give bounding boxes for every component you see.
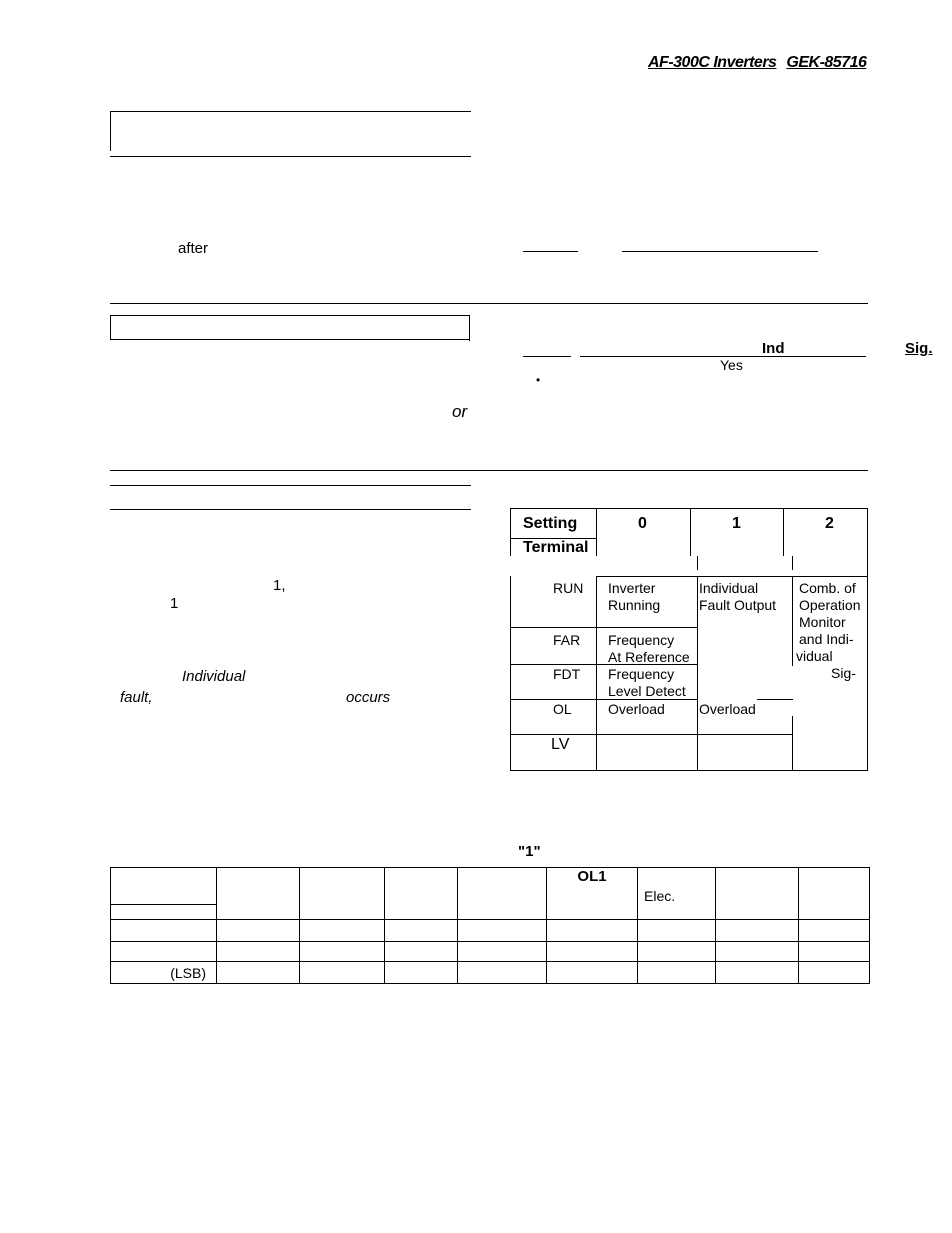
table-cell bbox=[217, 868, 300, 920]
left-box-3-top-rule bbox=[110, 485, 471, 486]
table-cell bbox=[385, 962, 458, 984]
table-cell bbox=[385, 920, 458, 942]
tbl-col2-line6: Sig- bbox=[831, 665, 856, 681]
table-cell bbox=[111, 868, 217, 920]
tbl-body-col-c-upper bbox=[792, 576, 793, 666]
tbl-run-c0-line2: Running bbox=[608, 597, 661, 613]
right-underline-2 bbox=[622, 251, 818, 252]
tbl-fdt-c0-line2: Level Detect bbox=[608, 683, 686, 699]
table-row bbox=[111, 868, 870, 920]
text-one: 1 bbox=[170, 595, 179, 612]
tbl-fdt-c0-line1: Frequency bbox=[608, 666, 675, 682]
tbl-tick-2 bbox=[792, 556, 793, 570]
table-cell bbox=[547, 920, 638, 942]
header-title-doc-number: GEK-85716 bbox=[786, 54, 867, 71]
table-cell bbox=[716, 962, 799, 984]
table-cell bbox=[111, 920, 217, 942]
tbl-col2-line3: Monitor bbox=[799, 614, 846, 630]
left-box-2-right-edge bbox=[469, 315, 470, 341]
table-cell bbox=[716, 942, 799, 962]
ol1-label: OL1 bbox=[577, 868, 607, 885]
tbl-col2-line5: vidual bbox=[796, 648, 833, 664]
tbl-body-col-c-lower bbox=[792, 716, 793, 770]
tbl-terminal-ol: OL bbox=[553, 701, 572, 717]
header-title-product: AF-300C Inverters bbox=[648, 54, 777, 71]
tbl-col1-line2: Fault Output bbox=[699, 597, 777, 613]
word-individual: Individual bbox=[182, 668, 246, 685]
table-cell bbox=[799, 868, 870, 920]
tbl-header-col2: 2 bbox=[825, 515, 834, 532]
word-after: after bbox=[178, 240, 209, 257]
word-or: or bbox=[452, 402, 468, 421]
tbl-header-col0: 0 bbox=[638, 515, 647, 532]
word-yes: Yes bbox=[720, 357, 743, 373]
table-cell bbox=[300, 942, 385, 962]
table-cell bbox=[799, 962, 870, 984]
table-cell bbox=[111, 962, 217, 984]
tbl-col-a-hdr bbox=[596, 508, 597, 556]
tbl-right bbox=[867, 508, 868, 770]
tbl-tick-1 bbox=[697, 556, 698, 570]
tbl-terminal-far: FAR bbox=[553, 632, 581, 648]
table-cell bbox=[547, 868, 638, 920]
right-underline-1 bbox=[523, 251, 578, 252]
table-cell bbox=[547, 942, 638, 962]
tbl-header-bottom bbox=[596, 576, 868, 577]
table-cell bbox=[458, 942, 547, 962]
table-cell bbox=[638, 942, 716, 962]
table-row bbox=[111, 942, 870, 962]
table-cell bbox=[458, 920, 547, 942]
table-cell bbox=[716, 868, 799, 920]
table-cell bbox=[217, 942, 300, 962]
tbl-row-div-3b bbox=[757, 699, 793, 700]
bits-table-caption: "1" bbox=[518, 843, 541, 860]
tbl-col2-line1: Comb. of bbox=[799, 580, 856, 596]
tbl-run-c0-line1: Inverter bbox=[608, 580, 656, 596]
table-cell bbox=[385, 942, 458, 962]
lsb-label: (LSB) bbox=[170, 964, 206, 981]
right-underline-3 bbox=[523, 356, 571, 357]
table-cell bbox=[385, 868, 458, 920]
table-cell bbox=[638, 920, 716, 942]
table-row bbox=[111, 920, 870, 942]
left-box-1-left-edge bbox=[110, 111, 111, 151]
left-box-3-bottom-rule bbox=[110, 509, 471, 510]
bits-table bbox=[110, 867, 870, 984]
section-divider-1 bbox=[110, 303, 868, 304]
table-cell bbox=[638, 868, 716, 920]
table-cell bbox=[300, 920, 385, 942]
cell-inner-rule bbox=[111, 904, 216, 905]
tbl-header-terminal: Terminal bbox=[523, 539, 589, 556]
tbl-row-div-4 bbox=[510, 734, 792, 735]
tbl-ol-c0: Overload bbox=[608, 701, 665, 717]
elec-label: Elec. bbox=[644, 888, 676, 904]
word-fault: fault, bbox=[120, 689, 153, 706]
table-cell bbox=[547, 962, 638, 984]
tbl-row-div-1 bbox=[510, 627, 697, 628]
table-cell bbox=[300, 962, 385, 984]
tbl-bottom bbox=[510, 770, 868, 771]
table-cell bbox=[799, 920, 870, 942]
tbl-top bbox=[510, 508, 868, 509]
tbl-header-setting: Setting bbox=[523, 515, 578, 532]
tbl-far-c0-line2: At Reference bbox=[608, 649, 690, 665]
text-one-comma: 1, bbox=[273, 577, 286, 594]
table-cell bbox=[458, 868, 547, 920]
table-cell bbox=[217, 920, 300, 942]
header-title bbox=[648, 54, 866, 72]
table-cell bbox=[300, 868, 385, 920]
tbl-header-col1: 1 bbox=[732, 515, 741, 532]
table-cell bbox=[716, 920, 799, 942]
tbl-col1-line1: Individual bbox=[699, 580, 759, 596]
table-cell bbox=[111, 942, 217, 962]
table-cell bbox=[217, 962, 300, 984]
table-cell bbox=[638, 962, 716, 984]
tbl-terminal-lv: LV bbox=[551, 736, 570, 753]
tbl-body-col-b bbox=[697, 576, 698, 770]
bullet-mark: • bbox=[536, 373, 541, 387]
left-box-1-top-rule bbox=[110, 111, 471, 112]
tbl-body-col-a bbox=[596, 576, 597, 770]
left-box-2-top-rule bbox=[110, 315, 470, 316]
tbl-col-c-hdr bbox=[783, 508, 784, 556]
word-sig: Sig. bbox=[905, 340, 933, 357]
table-cell bbox=[799, 942, 870, 962]
word-occurs: occurs bbox=[346, 689, 391, 706]
tbl-body-left bbox=[510, 576, 511, 770]
tbl-terminal-fdt: FDT bbox=[553, 666, 581, 682]
tbl-col1-ol: Overload bbox=[699, 701, 756, 717]
table-row bbox=[111, 962, 870, 984]
tbl-col2-line2: Operation bbox=[799, 597, 861, 613]
section-divider-2 bbox=[110, 470, 868, 471]
word-ind: Ind bbox=[762, 340, 785, 357]
left-box-2-left-edge bbox=[110, 315, 111, 339]
tbl-left-hdr bbox=[510, 508, 511, 556]
tbl-col2-line4: and Indi- bbox=[799, 631, 854, 647]
left-box-2-bottom-rule bbox=[110, 339, 470, 340]
tbl-terminal-run: RUN bbox=[553, 580, 584, 596]
tbl-col-b-hdr bbox=[690, 508, 691, 556]
left-box-1-bottom-rule bbox=[110, 156, 471, 157]
table-cell bbox=[458, 962, 547, 984]
tbl-far-c0-line1: Frequency bbox=[608, 632, 675, 648]
